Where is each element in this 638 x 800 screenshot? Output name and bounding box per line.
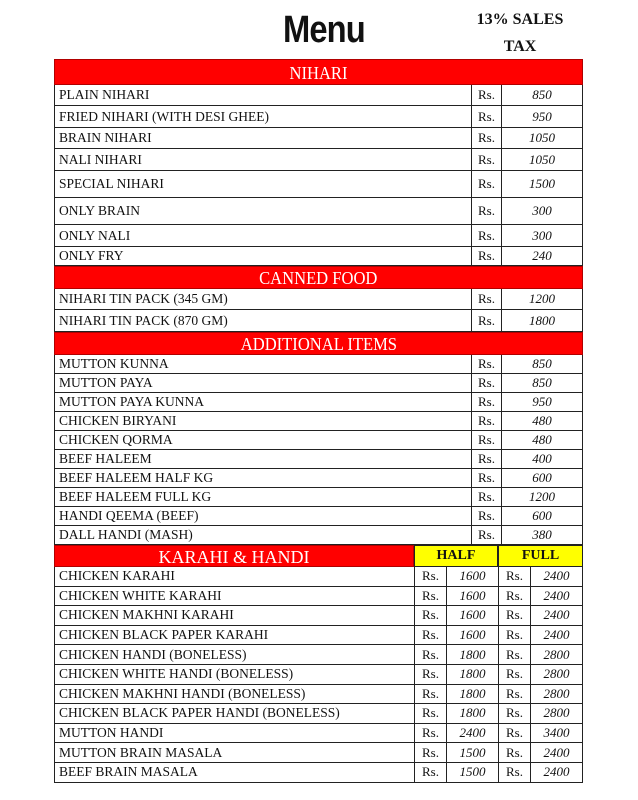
tax-note-line1: 13% SALES TAX	[476, 11, 564, 55]
item-price: 300	[532, 227, 552, 243]
item-currency: Rs.	[472, 450, 502, 468]
item-name: BEEF HALEEM	[55, 450, 472, 468]
item-currency: Rs.	[472, 106, 502, 127]
item-currency: Rs.	[472, 225, 502, 246]
item-name: PLAIN NIHARI	[55, 85, 472, 105]
half-currency: Rs.	[415, 665, 447, 684]
karahi-row	[54, 587, 583, 607]
karahi-row	[54, 743, 583, 763]
item-name: DALL HANDI (MASH)	[55, 526, 472, 544]
full-price: 2400	[543, 587, 570, 603]
karahi-row	[54, 685, 583, 705]
item-price: 850	[532, 375, 552, 390]
half-price: 1500	[447, 743, 499, 762]
half-price: 1600	[447, 626, 499, 645]
menu-row	[54, 469, 583, 488]
karahi-row	[54, 567, 583, 587]
half-price: 1800	[447, 645, 499, 664]
half-price: 1600	[447, 567, 499, 586]
full-price: 2800	[543, 666, 570, 682]
menu-row	[54, 289, 583, 310]
karahi-row	[54, 763, 583, 783]
full-column-header: FULL	[498, 545, 583, 567]
full-price: 2400	[543, 744, 570, 760]
item-name: MUTTON BRAIN MASALA	[55, 743, 415, 762]
full-price: 2400	[543, 568, 570, 584]
item-name: BEEF BRAIN MASALA	[55, 763, 415, 782]
half-currency: Rs.	[415, 645, 447, 664]
item-name: HANDI QEEMA (BEEF)	[55, 507, 472, 525]
item-currency: Rs.	[472, 198, 502, 224]
full-currency: Rs.	[499, 685, 531, 704]
menu-row	[54, 355, 583, 374]
item-name: CHICKEN MAKHNI KARAHI	[55, 606, 415, 625]
half-currency: Rs.	[415, 724, 447, 743]
menu-row	[54, 106, 583, 128]
full-currency: Rs.	[499, 704, 531, 723]
item-price: 850	[532, 87, 552, 102]
item-price: 380	[532, 527, 552, 542]
menu-row	[54, 450, 583, 469]
item-name: MUTTON PAYA KUNNA	[55, 393, 472, 411]
menu-row	[54, 488, 583, 507]
menu-row	[54, 526, 583, 545]
item-currency: Rs.	[472, 171, 502, 197]
item-currency: Rs.	[472, 149, 502, 170]
full-currency: Rs.	[499, 743, 531, 762]
item-name: BRAIN NIHARI	[55, 128, 472, 148]
item-currency: Rs.	[472, 393, 502, 411]
menu-row	[54, 171, 583, 198]
menu-row	[54, 310, 583, 332]
item-name: CHICKEN MAKHNI HANDI (BONELESS)	[55, 685, 415, 704]
half-currency: Rs.	[415, 567, 447, 586]
item-name: CHICKEN HANDI (BONELESS)	[55, 645, 415, 664]
item-name: ONLY NALI	[55, 225, 472, 246]
section-header-canned-food: CANNED FOOD	[54, 266, 583, 289]
item-currency: Rs.	[472, 374, 502, 392]
item-currency: Rs.	[472, 85, 502, 105]
half-currency: Rs.	[415, 587, 447, 606]
half-currency: Rs.	[415, 743, 447, 762]
item-currency: Rs.	[472, 310, 502, 331]
karahi-row	[54, 645, 583, 665]
menu-row	[54, 507, 583, 526]
menu-row	[54, 374, 583, 393]
item-price: 480	[532, 432, 552, 447]
page-title: Menu	[283, 9, 365, 51]
item-currency: Rs.	[472, 355, 502, 373]
item-name: NIHARI TIN PACK (870 GM)	[55, 310, 472, 331]
item-price: 600	[532, 470, 552, 485]
item-name: ONLY FRY	[55, 247, 472, 265]
section-header-additional-items: ADDITIONAL ITEMS	[54, 332, 583, 355]
half-price: 1600	[447, 587, 499, 606]
menu-sheet	[54, 59, 583, 783]
full-price: 2400	[543, 627, 570, 643]
item-currency: Rs.	[472, 128, 502, 148]
item-price: 950	[532, 108, 552, 124]
karahi-row	[54, 704, 583, 724]
item-price: 950	[532, 394, 552, 409]
item-currency: Rs.	[472, 507, 502, 525]
item-name: CHICKEN BIRYANI	[55, 412, 472, 430]
full-currency: Rs.	[499, 606, 531, 625]
item-currency: Rs.	[472, 247, 502, 265]
item-name: CHICKEN BLACK PAPER HANDI (BONELESS)	[55, 704, 415, 723]
full-price: 3400	[543, 725, 570, 741]
half-currency: Rs.	[415, 606, 447, 625]
half-price: 1800	[447, 685, 499, 704]
half-column-header: HALF	[414, 545, 498, 567]
item-name: MUTTON KUNNA	[55, 355, 472, 373]
half-currency: Rs.	[415, 763, 447, 782]
menu-row	[54, 225, 583, 247]
menu-row	[54, 431, 583, 450]
item-name: NIHARI TIN PACK (345 GM)	[55, 289, 472, 309]
item-name: CHICKEN QORMA	[55, 431, 472, 449]
item-price: 600	[532, 508, 552, 523]
half-price: 1800	[447, 665, 499, 684]
full-price: 2800	[543, 705, 570, 721]
full-currency: Rs.	[499, 763, 531, 782]
full-price: 2400	[543, 607, 570, 623]
item-name: MUTTON HANDI	[55, 724, 415, 743]
item-name: BEEF HALEEM FULL KG	[55, 488, 472, 506]
item-price: 300	[532, 203, 552, 218]
half-price: 1800	[447, 704, 499, 723]
item-price: 480	[532, 413, 552, 428]
karahi-rows	[54, 567, 583, 783]
item-price: 1050	[529, 151, 555, 167]
item-name: BEEF HALEEM HALF KG	[55, 469, 472, 487]
half-currency: Rs.	[415, 626, 447, 645]
section-header-karahi-handi: KARAHI & HANDI	[54, 545, 414, 567]
menu-row	[54, 85, 583, 106]
item-currency: Rs.	[472, 289, 502, 309]
full-price: 2800	[543, 685, 570, 701]
half-currency: Rs.	[415, 685, 447, 704]
full-currency: Rs.	[499, 587, 531, 606]
item-name: NALI NIHARI	[55, 149, 472, 170]
full-price: 2400	[543, 764, 570, 780]
half-price: 1600	[447, 606, 499, 625]
item-price: 1800	[529, 312, 555, 328]
item-currency: Rs.	[472, 526, 502, 544]
half-price: 1500	[447, 763, 499, 782]
menu-row	[54, 149, 583, 171]
item-name: FRIED NIHARI (WITH DESI GHEE)	[55, 106, 472, 127]
item-price: 850	[532, 356, 552, 371]
full-currency: Rs.	[499, 665, 531, 684]
item-name: SPECIAL NIHARI	[55, 171, 472, 197]
karahi-row	[54, 724, 583, 744]
karahi-row	[54, 626, 583, 646]
full-currency: Rs.	[499, 567, 531, 586]
item-price: 240	[532, 248, 552, 263]
half-currency: Rs.	[415, 704, 447, 723]
karahi-row	[54, 665, 583, 685]
item-name: CHICKEN WHITE KARAHI	[55, 587, 415, 606]
item-name: CHICKEN WHITE HANDI (BONELESS)	[55, 665, 415, 684]
item-price: 1050	[529, 130, 555, 145]
item-price: 400	[532, 451, 552, 466]
menu-row	[54, 247, 583, 266]
item-currency: Rs.	[472, 488, 502, 506]
item-name: CHICKEN KARAHI	[55, 567, 415, 586]
item-price: 1200	[529, 489, 555, 504]
full-currency: Rs.	[499, 724, 531, 743]
section-header-nihari: NIHARI	[54, 59, 583, 85]
menu-row	[54, 412, 583, 431]
item-name: MUTTON PAYA	[55, 374, 472, 392]
item-price: 1500	[529, 176, 555, 191]
item-name: CHICKEN BLACK PAPER KARAHI	[55, 626, 415, 645]
full-currency: Rs.	[499, 645, 531, 664]
full-currency: Rs.	[499, 626, 531, 645]
item-price: 1200	[529, 291, 555, 306]
half-price: 2400	[447, 724, 499, 743]
full-price: 2800	[543, 646, 570, 662]
karahi-row	[54, 606, 583, 626]
item-currency: Rs.	[472, 431, 502, 449]
menu-row	[54, 198, 583, 225]
item-currency: Rs.	[472, 469, 502, 487]
menu-row	[54, 393, 583, 412]
item-currency: Rs.	[472, 412, 502, 430]
menu-row	[54, 128, 583, 149]
karahi-header	[54, 545, 583, 567]
item-name: ONLY BRAIN	[55, 198, 472, 224]
